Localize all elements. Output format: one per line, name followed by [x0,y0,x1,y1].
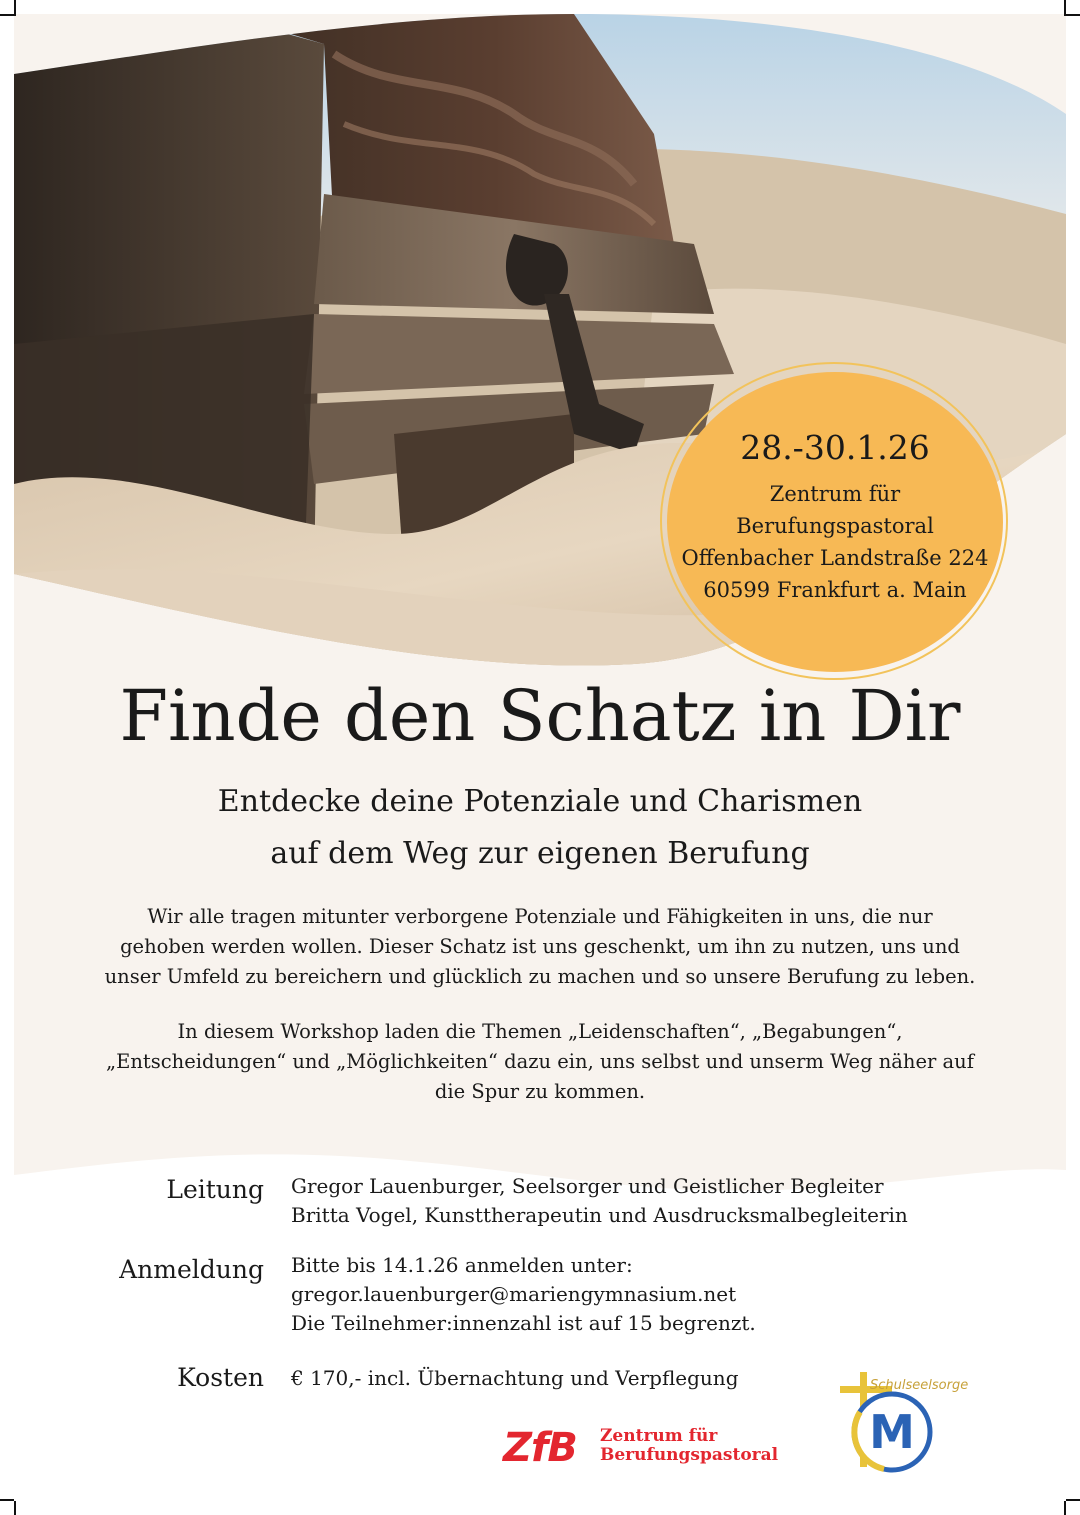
crop-mark-top-right [1064,0,1080,16]
zfb-logo-mark: ZfB [503,1425,577,1471]
venue-street: Offenbacher Landstraße 224 [681,546,989,570]
zfb-logo [503,1425,803,1475]
date-location-badge [667,372,1003,672]
workshop-line-2: „Entscheidungen“ und „Möglichkeiten“ dazu ein, uns selbst und unserm Weg näher auf [106,1050,974,1073]
zfb-logo-line-1: Zentrum für [600,1426,718,1446]
intro-line-3: unser Umfeld zu bereichern und glücklich zu machen und so unsere Berufung zu leben. [104,965,976,988]
leitung-label: Leitung [166,1175,264,1204]
workshop-line-1: In diesem Workshop laden die Themen „Leidenschaften“, „Begabungen“, [177,1020,903,1043]
leitung-person-2: Britta Vogel, Kunsttherapeutin und Ausdrucksmalbegleiterin [291,1203,908,1227]
schulseelsorge-logo [840,1372,990,1482]
leitung-value [291,1172,1011,1230]
anmeldung-limit: Die Teilnehmer:innenzahl ist auf 15 begrenzt. [291,1311,756,1335]
anmeldung-deadline: Bitte bis 14.1.26 anmelden unter: [291,1253,633,1277]
schulseelsorge-text: Schulseelsorge [870,1378,969,1393]
venue-city: 60599 Frankfurt a. Main [703,578,967,602]
workshop-paragraph [55,1017,1025,1107]
kosten-price: € 170,- incl. Übernachtung und Verpflegung [291,1366,739,1390]
zfb-logo-text [600,1427,778,1465]
main-title: Finde den Schatz in Dir [119,675,961,757]
zfb-logo-line-2: Berufungspastoral [600,1445,779,1465]
anmeldung-email-link[interactable]: gregor.lauenburger@mariengymnasium.net [291,1282,737,1306]
venue-line-1: Zentrum für [769,482,901,506]
subtitle-line-1: Entdecke deine Potenziale und Charismen [217,784,863,819]
intro-line-2: gehoben werden wollen. Dieser Schatz ist uns geschenkt, um ihn zu nutzen, uns und [120,935,960,958]
intro-paragraph [55,902,1025,992]
anmeldung-value [291,1251,1011,1338]
event-date: 28.-30.1.26 [740,428,930,467]
venue-line-2: Berufungspastoral [736,514,934,538]
intro-line-1: Wir alle tragen mitunter verborgene Potenziale und Fähigkeiten in uns, die nur [147,905,933,928]
kosten-label: Kosten [177,1363,264,1392]
crop-mark-bottom-left [0,1499,16,1515]
crop-mark-bottom-right [1064,1499,1080,1515]
subtitle-line-2: auf dem Weg zur eigenen Berufung [270,836,810,871]
workshop-line-3: die Spur zu kommen. [434,1080,646,1103]
schulseelsorge-letter: M [869,1405,915,1459]
subtitle [0,776,1080,880]
anmeldung-label: Anmeldung [119,1255,264,1284]
leitung-person-1: Gregor Lauenburger, Seelsorger und Geistlicher Begleiter [291,1174,884,1198]
